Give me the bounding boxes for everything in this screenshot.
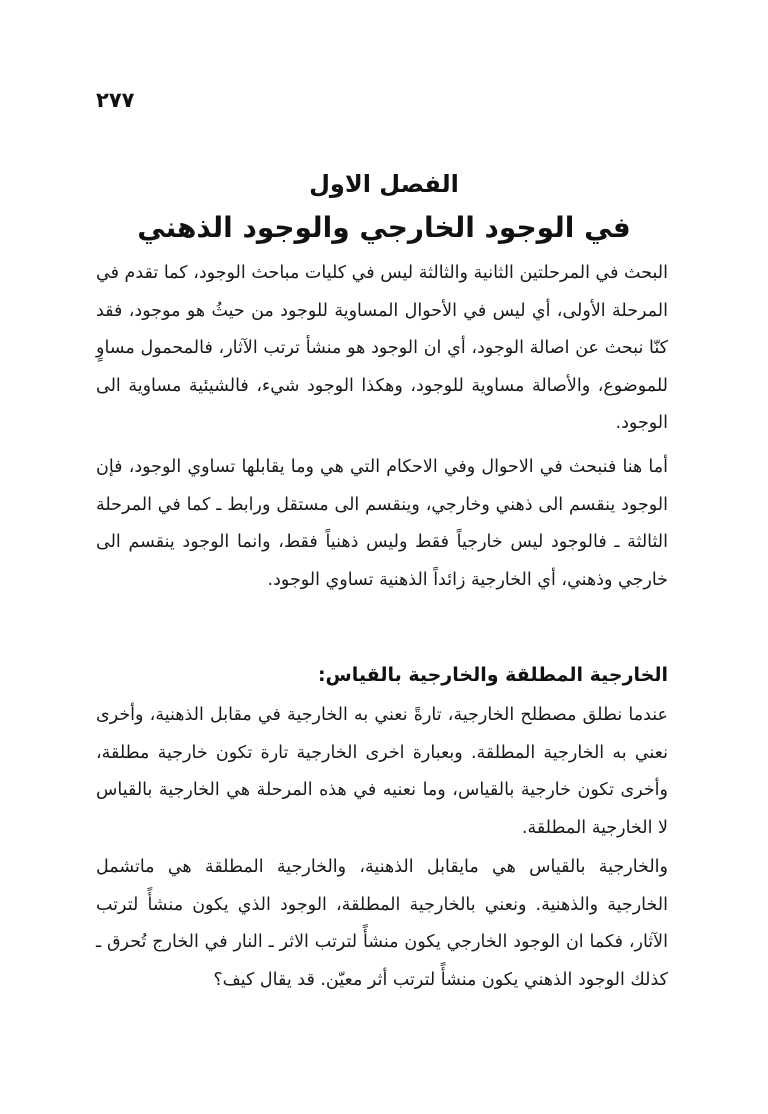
- section-heading: الخارجية المطلقة والخارجية بالقياس:: [317, 664, 668, 686]
- paragraph-2: أما هنا فنبحث في الاحوال وفي الاحكام التي هي وما يقابلها تساوي الوجود، فإن الوجود ينقسم الى ذهني وخارجي، وينقسم الى مستقل ورابط ـ كما في المرحلة الثالثة ـ فالوجود ليس خارجياً فقط وليس ذهنياً فقط، وانما الوجود ينقسم الى خارجي وذهني، أي الخارجية زائداً الذهنية تساوي الوجود.: [96, 457, 668, 590]
- paragraph-1: البحث في المرحلتين الثانية والثالثة ليس في كليات مباحث الوجود، كما تقدم في المرحلة الأولى، أي ليس في الأحوال المساوية للوجود من حيثُ هو موجود، فقد كنّا نبحث عن اصالة الوجود، أي ان الوجود هو منشأ ترتب الآثار، فالمحمول مساوٍ للموضوع، والأصالة مساوية للوجود، وهكذا الوجود شيء، فالشيئية مساوية الى الوجود.: [96, 263, 668, 433]
- chapter-title: في الوجود الخارجي والوجود الذهني: [137, 211, 631, 244]
- paragraph-4: والخارجية بالقياس هي مايقابل الذهنية، والخارجية المطلقة هي ماتشمل الخارجية والذهنية. ونعني بالخارجية المطلقة، الوجود الذي يكون منشأً لترتب الآثار، فكما ان الوجود الخارجي يكون منشأً لترتب الاثر ـ النار في الخارج تُحرق ـ كذلك الوجود الذهني يكون منشأً لترتب أثر معيّن. قد يقال كيف؟: [96, 857, 668, 990]
- page-number: ٢٧٧: [96, 88, 135, 112]
- chapter-label: الفصل الاول: [309, 170, 459, 198]
- paragraph-3: عندما نطلق مصطلح الخارجية، تارةً نعني به الخارجية في مقابل الذهنية، وأخرى نعني به الخارجية المطلقة. وبعبارة اخرى الخارجية تارة تكون خارجية مطلقة، وأخرى تكون خارجية بالقياس، وما نعنيه في هذه المرحلة هي الخارجية بالقياس لا الخارجية المطلقة.: [96, 705, 668, 838]
